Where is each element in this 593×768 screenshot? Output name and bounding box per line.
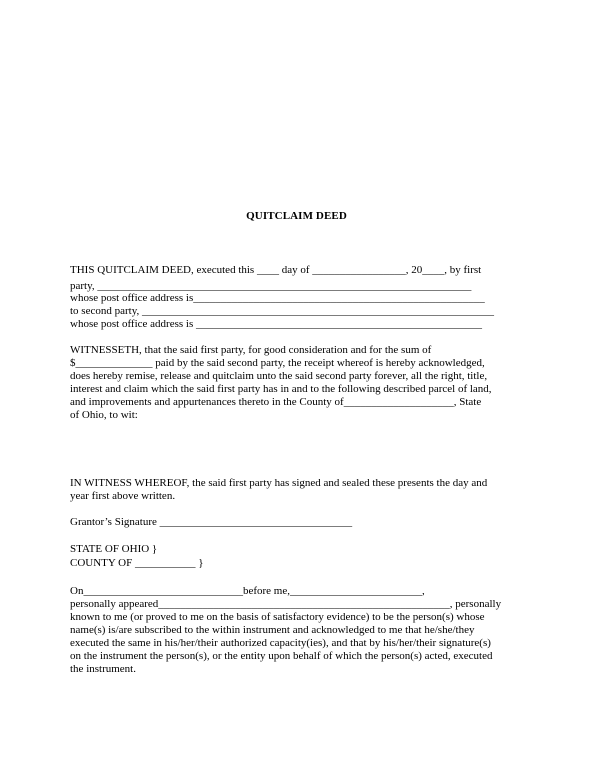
in-witness-line-2: year first above written. xyxy=(70,490,176,502)
witnesseth-line-4: interest and claim which the said first party has in and to the following described parcel of land, xyxy=(70,383,492,395)
witnesseth-line-5: and improvements and appurtenances thereto in the County of____________________, State xyxy=(70,396,482,408)
notary-line-4: name(s) is/are subscribed to the within instrument and acknowledged to me that he/she/they xyxy=(70,624,475,636)
second-party-line: to second party, ________________________________________________________________ xyxy=(70,305,494,317)
notary-line-1: On_____________________________before me,________________________, xyxy=(70,585,425,597)
notary-line-3: known to me (or proved to me on the basis of satisfactory evidence) to be the person(s) whose xyxy=(70,611,485,623)
document-title: QUITCLAIM DEED xyxy=(246,210,347,222)
county-line: COUNTY OF ___________ } xyxy=(70,557,204,569)
intro-line-1: THIS QUITCLAIM DEED, executed this ____ day of _________________, 20____, by first xyxy=(70,264,482,276)
first-party-line: party, ____________________________________________________________________ xyxy=(70,280,472,292)
state-line: STATE OF OHIO } xyxy=(70,543,158,555)
notary-line-5: executed the same in his/her/their authorized capacity(ies), and that by his/her/their signature(s) xyxy=(70,637,491,649)
witnesseth-line-1: WITNESSETH, that the said first party, for good consideration and for the sum of xyxy=(70,344,432,356)
second-party-address-line: whose post office address is ____________________________________________________ xyxy=(70,318,482,330)
grantor-signature-line: Grantor’s Signature ___________________________________ xyxy=(70,516,353,528)
witnesseth-line-2: $______________ paid by the said second party, the receipt whereof is hereby acknowledged, xyxy=(70,357,485,369)
in-witness-line-1: IN WITNESS WHEREOF, the said first party has signed and sealed these presents the day and xyxy=(70,477,488,489)
notary-line-6: on the instrument the person(s), or the entity upon behalf of which the person(s) acted, executed xyxy=(70,650,493,662)
notary-line-2: personally appeared_____________________________________________________, personally xyxy=(70,598,502,610)
witnesseth-line-6: of Ohio, to wit: xyxy=(70,409,138,421)
first-party-address-line: whose post office address is_____________________________________________________ xyxy=(70,292,485,304)
witnesseth-line-3: does hereby remise, release and quitclaim unto the said second party forever, all the right, title, xyxy=(70,370,488,382)
notary-line-7: the instrument. xyxy=(70,663,136,675)
